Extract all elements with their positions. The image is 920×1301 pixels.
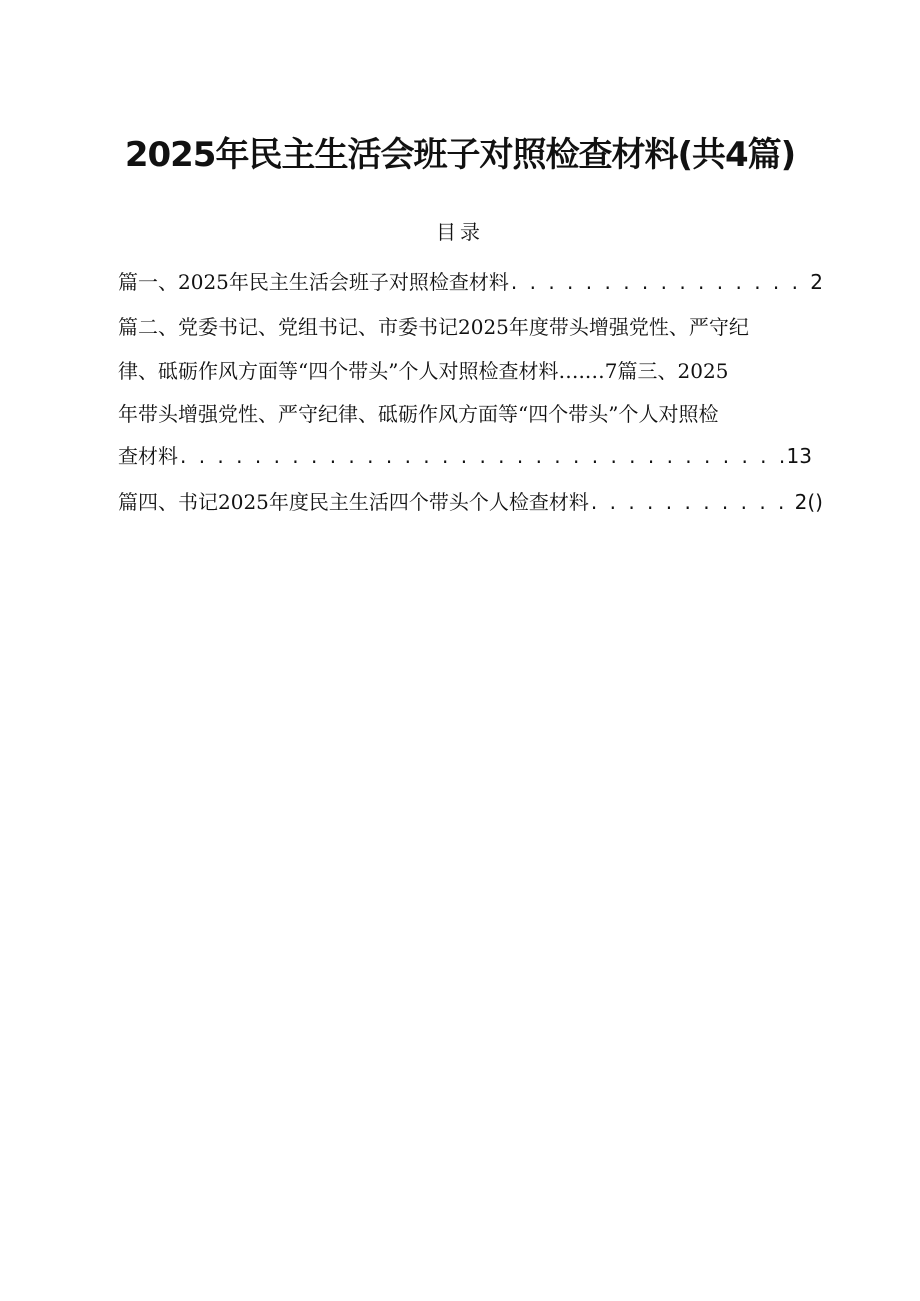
toc-entry-text: 年带头增强党性、严守纪律、砥砺作风方面等“四个带头”个人对照检 <box>118 402 719 426</box>
document-title: 2025年民主生活会班子对照检查材料(共4篇) <box>124 135 796 175</box>
toc-entry-4[interactable] <box>118 487 823 517</box>
toc-entry-3-line-1[interactable] <box>118 399 830 429</box>
toc-entry-3-line-2[interactable] <box>118 441 812 471</box>
toc-heading: 目录 <box>436 220 484 244</box>
toc-leader-dots <box>509 267 810 297</box>
toc-entry-text: 查材料 <box>118 444 178 468</box>
toc-entry-2-line-1[interactable] <box>118 312 830 342</box>
toc-page-number: 13 <box>786 444 812 468</box>
toc-leader-dots <box>178 441 787 471</box>
toc-entry-text: 律、砥砺作风方面等“四个带头”个人对照检查材料….…7篇三、2025 <box>118 359 729 383</box>
toc-leader-dots <box>589 487 795 517</box>
toc-entry-2-line-2[interactable] <box>118 356 830 386</box>
toc-entry-text: 篇四、书记2025年度民主生活四个带头个人检查材料 <box>118 490 589 514</box>
toc-page-number: 2() <box>794 490 823 514</box>
toc-entry-text: 篇一、2025年民主生活会班子对照检查材料 <box>118 270 509 294</box>
toc-entry-1[interactable] <box>118 267 823 297</box>
toc-entry-text: 篇二、党委书记、党组书记、市委书记2025年度带头增强党性、严守纪 <box>118 315 749 339</box>
toc-page-number: 2 <box>810 270 823 294</box>
